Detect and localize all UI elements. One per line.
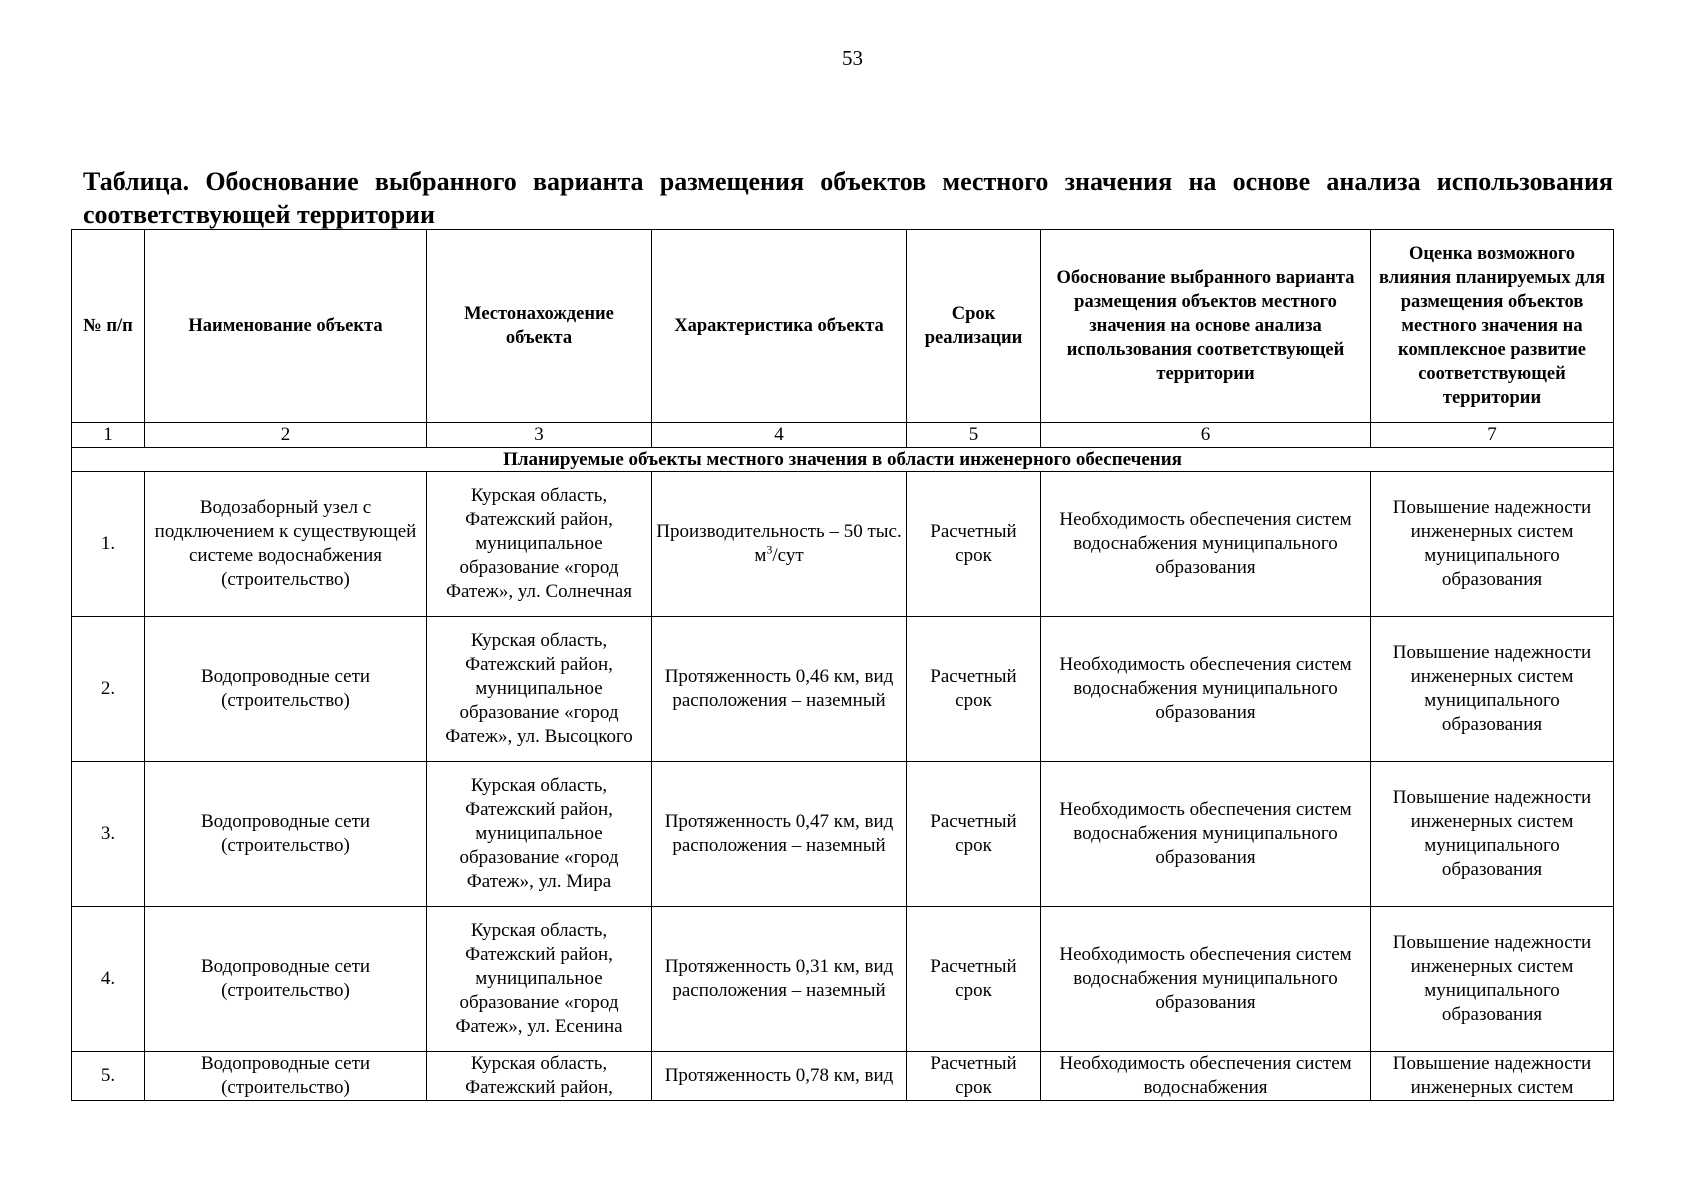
table-row — [72, 907, 1614, 1052]
impact-assessment: Повышение надежности инженерных систем — [1371, 1052, 1614, 1101]
placement-justification: Необходимость обеспечения систем водоснабжения — [1041, 1052, 1371, 1101]
object-name: Водопроводные сети (строительство) — [145, 617, 427, 762]
header-cell-justification: Обоснование выбранного варианта размещения объектов местного значения на основе анализа использования соответствующей территории — [1041, 230, 1371, 423]
section-title: Планируемые объекты местного значения в области инженерного обеспечения — [72, 448, 1614, 472]
table-row — [72, 617, 1614, 762]
impact-assessment: Повышение надежности инженерных систем муниципального образования — [1371, 907, 1614, 1052]
implementation-term: Расчетный срок — [907, 907, 1041, 1052]
column-number: 1 — [72, 423, 145, 448]
table-row — [72, 762, 1614, 907]
placement-justification: Необходимость обеспечения систем водоснабжения муниципального образования — [1041, 907, 1371, 1052]
placement-justification: Необходимость обеспечения систем водоснабжения муниципального образования — [1041, 617, 1371, 762]
object-name: Водопроводные сети (строительство) — [145, 1052, 427, 1101]
implementation-term: Расчетный срок — [907, 762, 1041, 907]
table-row — [72, 472, 1614, 617]
object-characteristic: Протяженность 0,31 км, вид расположения – наземный — [652, 907, 907, 1052]
row-number: 5. — [72, 1052, 145, 1101]
object-name: Водозаборный узел с подключением к существующей системе водоснабжения (строительство) — [145, 472, 427, 617]
row-number: 2. — [72, 617, 145, 762]
table-title: Таблица. Обоснование выбранного варианта размещения объектов местного значения на основе анализа использования соответствующей территории — [83, 167, 1613, 229]
row-number: 3. — [72, 762, 145, 907]
impact-assessment: Повышение надежности инженерных систем муниципального образования — [1371, 617, 1614, 762]
header-cell-characteristic: Характеристика объекта — [652, 230, 907, 423]
header-row — [72, 230, 1614, 423]
object-name: Водопроводные сети (строительство) — [145, 907, 427, 1052]
object-location: Курская область, Фатежский район, муниципальное образование «город Фатеж», ул. Высоцкого — [427, 617, 652, 762]
column-number-row — [72, 423, 1614, 448]
page-number: 53 — [842, 46, 863, 70]
column-number: 2 — [145, 423, 427, 448]
row-number: 1. — [72, 472, 145, 617]
objects-table — [71, 229, 1614, 1101]
section-row — [72, 448, 1614, 472]
implementation-term: Расчетный срок — [907, 617, 1041, 762]
object-characteristic: Протяженность 0,78 км, вид — [652, 1052, 907, 1101]
placement-justification: Необходимость обеспечения систем водоснабжения муниципального образования — [1041, 762, 1371, 907]
impact-assessment: Повышение надежности инженерных систем муниципального образования — [1371, 762, 1614, 907]
placement-justification: Необходимость обеспечения систем водоснабжения муниципального образования — [1041, 472, 1371, 617]
column-number: 4 — [652, 423, 907, 448]
object-location: Курская область, Фатежский район, муниципальное образование «город Фатеж», ул. Солнечная — [427, 472, 652, 617]
superscript-3: 3 — [766, 542, 773, 557]
header-cell-impact: Оценка возможного влияния планируемых для размещения объектов местного значения на комплексное развитие соответствующей территории — [1371, 230, 1614, 423]
header-cell-location: Местонахождение объекта — [427, 230, 652, 423]
column-number: 3 — [427, 423, 652, 448]
implementation-term: Расчетный срок — [907, 472, 1041, 617]
object-characteristic: Производительность – 50 тыс. $м^3$/сут — [652, 472, 907, 617]
object-location: Курская область, Фатежский район, муниципальное образование «город Фатеж», ул. Мира — [427, 762, 652, 907]
header-cell-num: № п/п — [72, 230, 145, 423]
object-characteristic: Протяженность 0,46 км, вид расположения – наземный — [652, 617, 907, 762]
table-row — [72, 1052, 1614, 1101]
object-location: Курская область, Фатежский район, муниципальное образование «город Фатеж», ул. Есенина — [427, 907, 652, 1052]
column-number: 5 — [907, 423, 1041, 448]
implementation-term: Расчетный срок — [907, 1052, 1041, 1101]
object-location: Курская область, Фатежский район, — [427, 1052, 652, 1101]
object-characteristic: Протяженность 0,47 км, вид расположения – наземный — [652, 762, 907, 907]
object-name: Водопроводные сети (строительство) — [145, 762, 427, 907]
header-cell-term: Срок реализации — [907, 230, 1041, 423]
column-number: 7 — [1371, 423, 1614, 448]
column-number: 6 — [1041, 423, 1371, 448]
header-cell-name: Наименование объекта — [145, 230, 427, 423]
row-number: 4. — [72, 907, 145, 1052]
impact-assessment: Повышение надежности инженерных систем муниципального образования — [1371, 472, 1614, 617]
